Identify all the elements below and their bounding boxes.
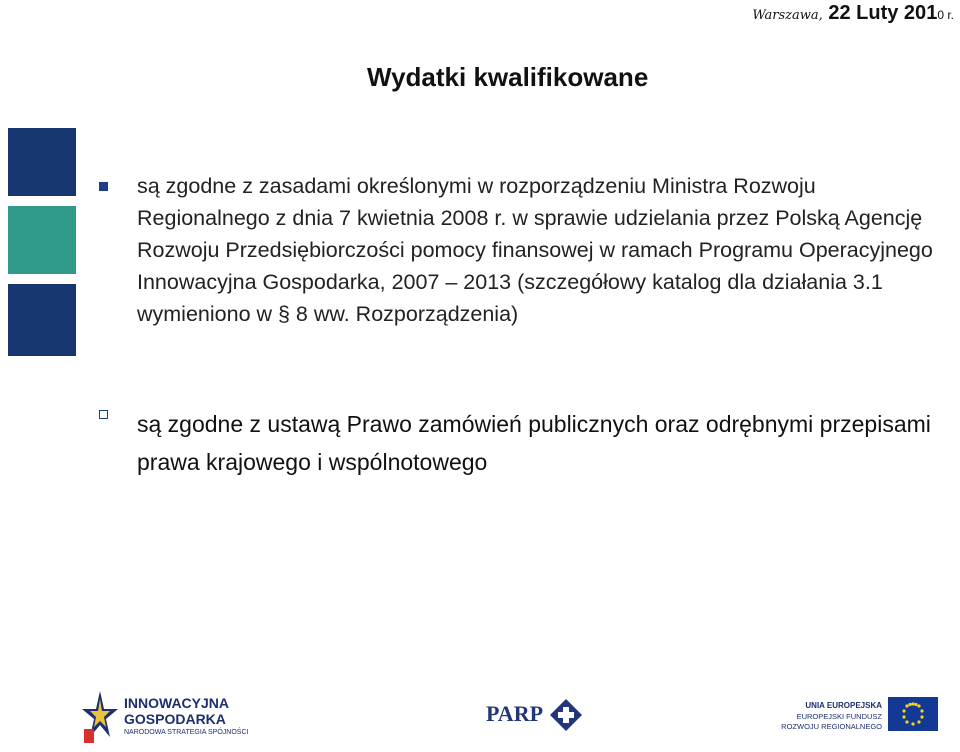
date-main: 22 Luty 20 (828, 2, 927, 24)
ig-line1: INNOWACYJNA (124, 695, 230, 711)
ue-line3: ROZWOJU REGIONALNEGO (781, 722, 882, 731)
parp-text: PARP (486, 701, 544, 726)
innowacyjna-gospodarka-logo (80, 689, 260, 747)
ue-line2: EUROPEJSKI FUNDUSZ (796, 712, 882, 721)
ig-line3: NARODOWA STRATEGIA SPÓJNOŚCI (124, 729, 249, 736)
date-header (752, 2, 954, 25)
page-title: Wydatki kwalifikowane (367, 62, 649, 92)
date-tail: 0 r. (937, 8, 954, 22)
footer-logos (0, 681, 960, 751)
city-label: Warszawa, (752, 8, 823, 23)
bullet-text-2: są zgodne z ustawą Prawo zamówień publicznych oraz odrębnymi przepisami prawa krajowego i wspólnotowego (137, 411, 931, 475)
decor-block-navy-bottom (8, 284, 76, 356)
eu-flag-icon (888, 697, 938, 731)
ue-line1: UNIA EUROPEJSKA (805, 701, 882, 710)
bullet-text-1: są zgodne z zasadami określonymi w rozporządzeniu Ministra Rozwoju Regionalnego z dnia 7 kwietnia 2008 r. w sprawie udzielania przez Polską Agencję Rozwoju Przedsiębiorczości pomocy finansowej w ramach Programu Operacyjnego Innowacyjna Gospodarka, 2007 – 2013 (szczegółowy katalog dla działania 3.1 wymieniono w § 8 ww. Rozporządzenia) (137, 174, 933, 326)
decor-block-teal (8, 206, 76, 274)
parp-diamond-icon (548, 697, 584, 733)
eu-logo (778, 697, 938, 741)
bullet-outline-square-icon (99, 410, 108, 419)
ig-line2: GOSPODARKA (124, 711, 226, 727)
decor-block-navy-top (8, 128, 76, 196)
bullet-square-icon (99, 182, 108, 191)
ig-star-icon (80, 689, 120, 747)
date-digit: 1 (926, 2, 938, 24)
parp-logo (486, 695, 586, 735)
